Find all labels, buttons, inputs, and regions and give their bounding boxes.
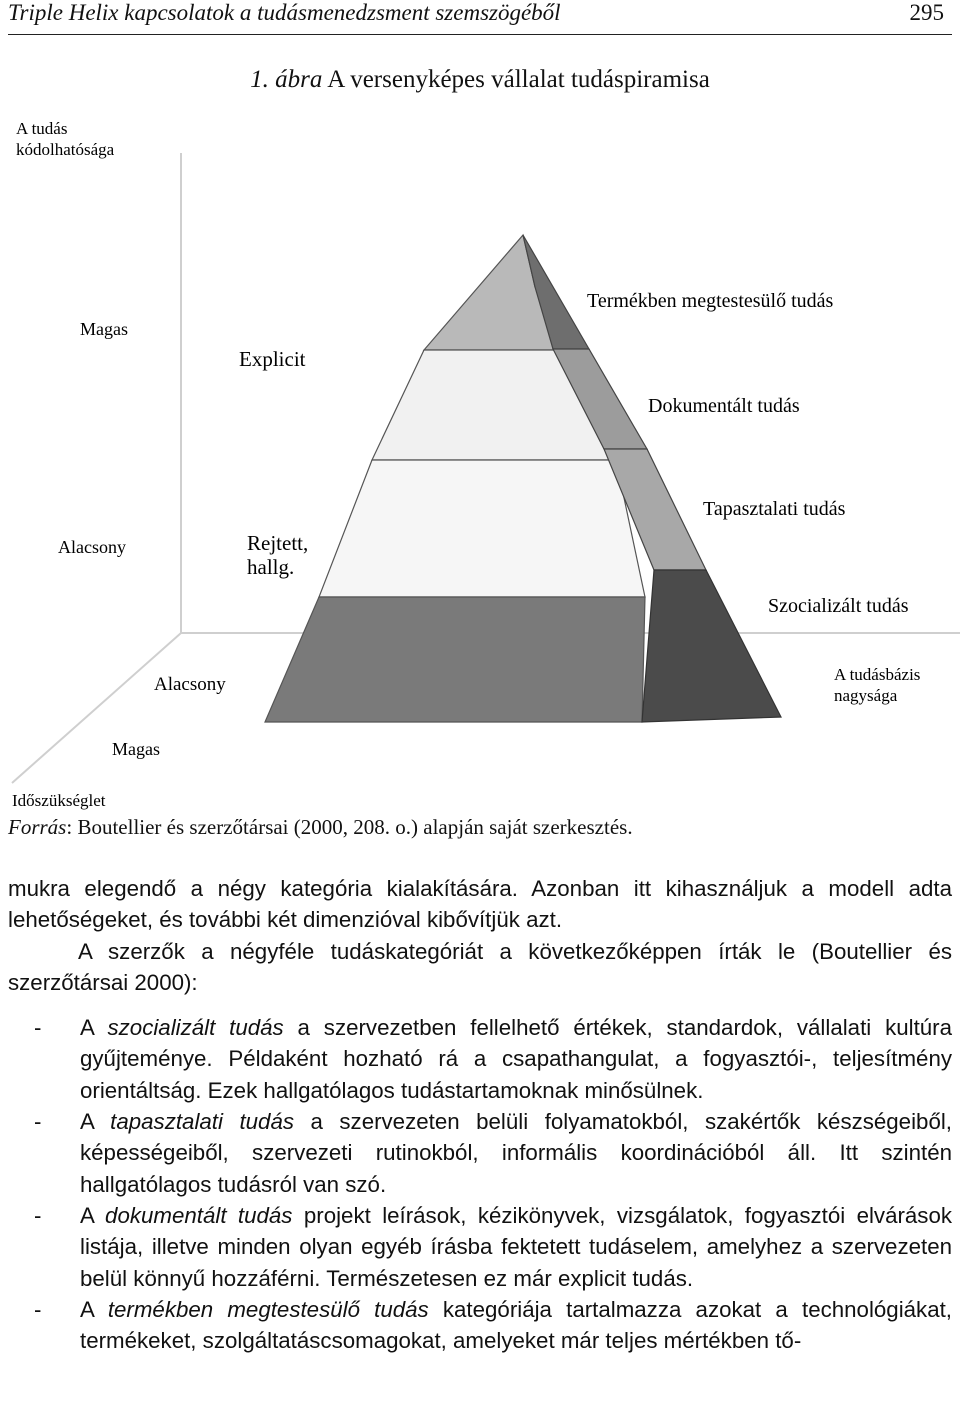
list-item-text: projekt leírások, kézikönyvek, vizsgálatok, fogyasztói elvárások listája, illetve minden olyan egyéb írásba fektetett tudáselem, amelyhez a szervezeten belül könnyű hozzáférni. Természetesen ez már explicit tudás. [80, 1202, 952, 1291]
tacit-label-line1: Rejtett, [247, 531, 309, 555]
tacit-label-line2: hallg. [247, 555, 295, 579]
codability-axis-label-line2: kódolhatósága [16, 140, 115, 159]
running-title: Triple Helix kapcsolatok a tudásmenedzsment szemszögéből [8, 0, 561, 25]
level-label-documented: Dokumentált tudás [648, 395, 800, 417]
time-axis-label: Időszükséglet [12, 791, 106, 810]
list-dash: - [34, 1296, 42, 1322]
paragraph-1: mukra elegendő a négy kategória kialakítására. Azonban itt kihasználjuk a modell adta lehetőségeket, és további két dimenzióval kibővítjük azt. [8, 876, 952, 933]
time-axis [12, 633, 181, 783]
codability-axis-label-line1: A tudás [16, 119, 68, 138]
knowledge-base-axis-label-line1: A tudásbázis [834, 665, 921, 684]
paragraph-2: A szerzők a négyféle tudáskategóriát a következőképpen írták le (Boutellier és szerzőtársai 2000): [8, 938, 952, 995]
source-label: Forrás [8, 815, 67, 839]
category-list [8, 1012, 952, 1356]
pyramid-side-bottom [642, 570, 781, 722]
figure-source [8, 815, 633, 840]
codability-high-label: Magas [80, 319, 128, 339]
page-number: 295 [909, 0, 944, 25]
list-item-pre: A [80, 1109, 111, 1135]
list-item-text: a szervezetben fellelhető értékek, standardok, vállalati kultúra gyűjteménye. Példaként hozható rá a csapathangulat, a fogyasztói-, teljesítmény orientáltság. Ezek hallgatólagos tudástartamoknak minősülnek. [80, 1015, 953, 1103]
source-text: : Boutellier és szerzőtársai (2000, 208. o.) alapján saját szerkesztés. [66, 815, 633, 839]
figure-title-prefix: 1. ábra [250, 66, 323, 93]
list-item-term: tapasztalati tudás [110, 1109, 294, 1135]
explicit-label: Explicit [239, 347, 306, 371]
list-item-text: a szervezeten belüli folyamatokból, szakértők készségeiből, képességeiből, szervezeti rutinokból, informális koordinációból áll. Itt szintén hallgatólagos tudásról van szó. [80, 1109, 952, 1197]
list-item-term: termékben megtestesülő tudás [107, 1296, 429, 1322]
list-item-term: dokumentált tudás [105, 1202, 293, 1228]
list-item-pre: A [80, 1015, 108, 1041]
list-item-term: szocializált tudás [107, 1015, 284, 1041]
list-item [8, 1012, 952, 1106]
body-text [8, 873, 952, 1356]
list-item-text: kategóriája tartalmazza azokat a technológiákat, termékeket, szolgáltatáscsomagokat, amelyeket már teljes mértékben tő- [80, 1296, 952, 1354]
level-label-experiential: Tapasztalati tudás [703, 498, 846, 520]
figure-title-text: A versenyképes vállalat tudáspiramisa [327, 66, 710, 93]
codability-low-label: Alacsony [58, 537, 126, 557]
list-item-pre: A [80, 1296, 108, 1322]
level-label-socialized: Szocializált tudás [768, 595, 909, 617]
list-item [8, 1106, 952, 1200]
list-dash: - [34, 1202, 42, 1228]
time-high-label: Magas [112, 739, 160, 759]
list-item [8, 1200, 952, 1294]
level-label-embodied: Termékben megtestesülő tudás [587, 290, 834, 312]
list-dash: - [34, 1109, 42, 1135]
list-dash: - [34, 1015, 42, 1041]
time-low-label: Alacsony [154, 674, 226, 695]
knowledge-base-axis-label-line2: nagysága [834, 686, 898, 705]
pyramid-front-bottom [265, 597, 645, 722]
pyramid-front-level-3 [319, 460, 645, 597]
list-item [8, 1294, 952, 1357]
list-item-pre: A [80, 1202, 106, 1228]
